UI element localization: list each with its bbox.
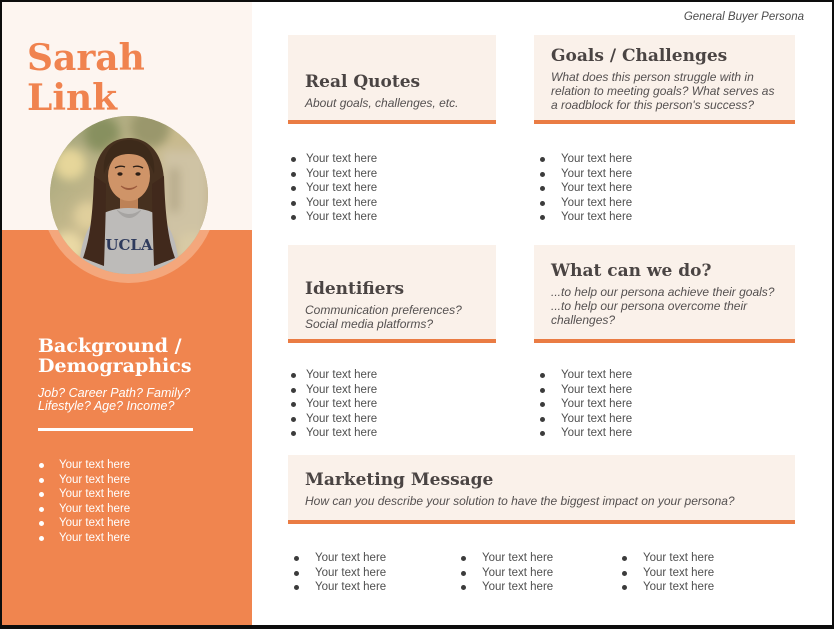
list-item: Your text here — [539, 383, 759, 398]
marketing-bullet-list-1 — [293, 551, 443, 595]
list-item: Your text here — [460, 566, 610, 581]
real-quotes-bullet-list — [290, 152, 490, 225]
section-title-what-can-we-do: What can we do? — [551, 261, 712, 281]
card-what-can-we-do — [534, 245, 795, 343]
list-item: Your text here — [539, 196, 759, 211]
list-item: Your text here — [290, 196, 490, 211]
card-marketing-message — [288, 455, 795, 524]
list-item: Your text here — [290, 181, 490, 196]
list-item: Your text here — [539, 167, 759, 182]
list-item: Your text here — [621, 566, 771, 581]
subtitle-line: ...to help our persona achieve their goals? — [551, 285, 775, 299]
list-item: Your text here — [293, 551, 443, 566]
card-goals-challenges — [534, 35, 795, 124]
list-item: Your text here — [539, 152, 759, 167]
list-item: Your text here — [38, 458, 238, 473]
list-item: Your text here — [290, 412, 490, 427]
section-title-real-quotes: Real Quotes — [305, 71, 421, 92]
persona-photo-illustration — [50, 116, 208, 274]
list-item: Your text here — [539, 397, 759, 412]
list-item: Your text here — [290, 152, 490, 167]
card-real-quotes — [288, 35, 496, 124]
section-subtitle-goals-challenges: What does this person struggle with in relation to meeting goals? What serves as a roadblock for this person's success? — [551, 70, 775, 113]
list-item: Your text here — [38, 487, 238, 502]
subtitle-line: ...to help our persona overcome their challenges? — [551, 299, 748, 328]
list-item: Your text here — [460, 580, 610, 595]
list-item: Your text here — [539, 210, 759, 225]
card-identifiers — [288, 245, 496, 343]
list-item: Your text here — [539, 181, 759, 196]
list-item: Your text here — [621, 551, 771, 566]
list-item: Your text here — [293, 580, 443, 595]
marketing-bullet-list-3 — [621, 551, 771, 595]
persona-name: Sarah Link — [27, 37, 145, 119]
identifiers-bullet-list — [290, 368, 490, 441]
list-item: Your text here — [290, 368, 490, 383]
section-subtitle-real-quotes: About goals, challenges, etc. — [305, 95, 459, 110]
list-item: Your text here — [38, 531, 238, 546]
section-subtitle-identifiers — [305, 303, 479, 331]
subtitle-line: Communication preferences? — [305, 302, 462, 317]
sidebar-bullet-list — [38, 458, 238, 545]
sidebar-divider-line — [38, 428, 193, 431]
persona-type-label: General Buyer Persona — [683, 11, 804, 23]
section-title-marketing-message: Marketing Message — [305, 470, 494, 490]
list-item: Your text here — [293, 566, 443, 581]
list-item: Your text here — [621, 580, 771, 595]
background-demographics-subtitle: Job? Career Path? Family? Lifestyle? Age? Income? — [38, 386, 191, 413]
list-item: Your text here — [290, 383, 490, 398]
list-item: Your text here — [539, 412, 759, 427]
list-item: Your text here — [290, 167, 490, 182]
list-item: Your text here — [290, 426, 490, 441]
section-subtitle-marketing-message: How can you describe your solution to have the biggest impact on your persona? — [305, 494, 735, 508]
list-item: Your text here — [290, 397, 490, 412]
persona-photo — [50, 116, 208, 274]
background-demographics-title: Background / Demographics — [38, 335, 192, 377]
section-title-identifiers: Identifiers — [305, 278, 405, 299]
marketing-bullet-list-2 — [460, 551, 610, 595]
goals-challenges-bullet-list — [539, 152, 759, 225]
list-item: Your text here — [290, 210, 490, 225]
what-can-we-do-bullet-list — [539, 368, 759, 441]
list-item: Your text here — [38, 473, 238, 488]
section-title-goals-challenges: Goals / Challenges — [551, 46, 728, 66]
list-item: Your text here — [38, 502, 238, 517]
list-item: Your text here — [539, 368, 759, 383]
list-item: Your text here — [38, 516, 238, 531]
list-item: Your text here — [539, 426, 759, 441]
list-item: Your text here — [460, 551, 610, 566]
section-subtitle-what-can-we-do — [551, 285, 778, 328]
sweatshirt-text: UCLA — [105, 236, 153, 254]
subtitle-line: Social media platforms? — [305, 316, 434, 331]
